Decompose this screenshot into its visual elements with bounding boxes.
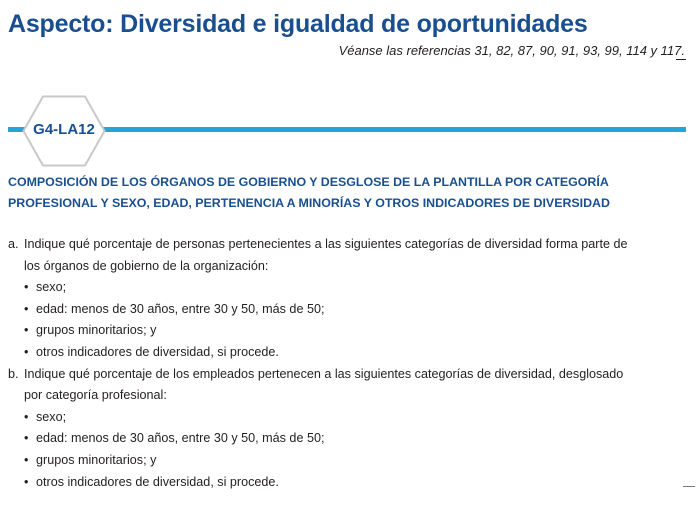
item-marker: a. xyxy=(8,237,19,251)
bullet-text: edad: menos de 30 años, entre 30 y 50, más de 50; xyxy=(36,301,325,316)
bullet-text: sexo; xyxy=(36,280,67,295)
bullet-icon: • xyxy=(24,301,29,316)
bullet-icon: • xyxy=(24,323,29,338)
bullet-icon: • xyxy=(24,344,29,359)
list-item xyxy=(8,299,688,321)
references-underline xyxy=(676,59,686,60)
bullet-icon: • xyxy=(24,452,29,467)
bullet-text: sexo; xyxy=(36,409,67,424)
list-item-b xyxy=(8,364,688,386)
section-rule xyxy=(8,127,686,132)
bullet-icon: • xyxy=(24,431,29,446)
indicator-heading-line: PROFESIONAL Y SEXO, EDAD, PERTENENCIA A MINORÍAS Y OTROS INDICADORES DE DIVERSIDAD xyxy=(8,196,610,210)
list-item xyxy=(8,320,688,342)
list-item xyxy=(8,342,688,364)
item-text: Indique qué porcentaje de personas pertenecientes a las siguientes categorías de diversidad forma parte de xyxy=(24,237,628,251)
bullet-text: otros indicadores de diversidad, si procede. xyxy=(36,474,279,489)
requirements-list xyxy=(8,234,688,493)
references-note: Véanse las referencias 31, 82, 87, 90, 91, 93, 99, 114 y 117. xyxy=(338,43,685,58)
item-marker: b. xyxy=(8,366,19,381)
bullet-text: otros indicadores de diversidad, si procede. xyxy=(36,344,279,359)
bullet-icon: • xyxy=(24,474,29,489)
indicator-badge xyxy=(22,95,106,167)
item-text: Indique qué porcentaje de los empleados pertenecen a las siguientes categorías de diversidad, desglosado xyxy=(24,366,624,381)
indicator-heading xyxy=(8,172,668,214)
bullet-icon: • xyxy=(24,409,29,424)
list-item xyxy=(8,450,688,472)
bullet-text: grupos minoritarios; y xyxy=(36,323,157,338)
item-text-continuation: por categoría profesional: xyxy=(24,388,167,403)
indicator-code: G4-LA12 xyxy=(33,121,95,138)
indicator-heading-line: COMPOSICIÓN DE LOS ÓRGANOS DE GOBIERNO Y DESGLOSE DE LA PLANTILLA POR CATEGORÍA xyxy=(8,175,609,189)
list-item-a xyxy=(8,234,688,256)
page-title: Aspecto: Diversidad e igualdad de oportunidades xyxy=(8,10,588,38)
list-item xyxy=(8,428,688,450)
page-corner-mark xyxy=(683,486,695,487)
bullet-text: edad: menos de 30 años, entre 30 y 50, más de 50; xyxy=(36,431,325,446)
list-item xyxy=(8,407,688,429)
bullet-text: grupos minoritarios; y xyxy=(36,452,157,467)
list-item xyxy=(8,472,688,494)
bullet-icon: • xyxy=(24,280,29,295)
item-text-continuation: los órganos de gobierno de la organización: xyxy=(24,258,269,273)
list-item xyxy=(8,277,688,299)
